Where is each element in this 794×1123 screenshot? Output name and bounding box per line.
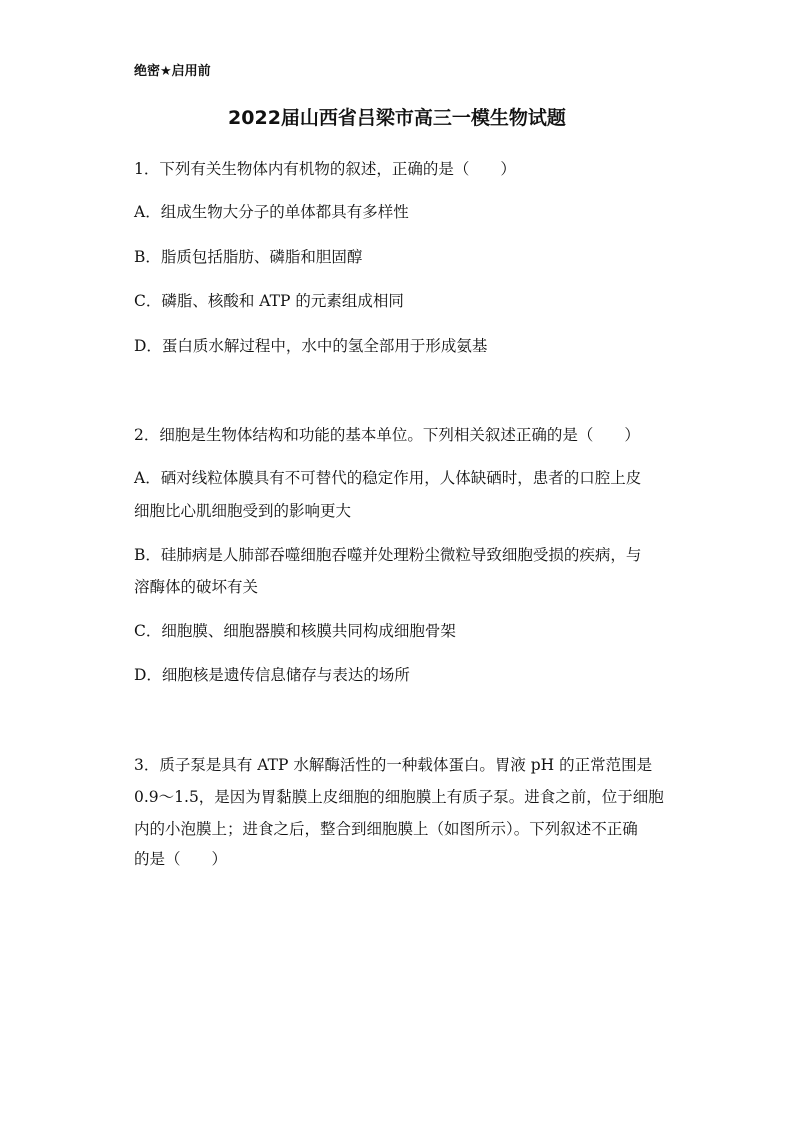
q3-stem-line4: 的是（ ）	[134, 850, 228, 868]
q1-stem: 1．下列有关生物体内有机物的叙述，正确的是（ ）	[134, 160, 516, 178]
q2-option-c: C．细胞膜、细胞器膜和核膜共同构成细胞骨架	[134, 622, 456, 640]
q2-stem: 2．细胞是生物体结构和功能的基本单位。下列相关叙述正确的是（ ）	[134, 426, 640, 444]
page-title: 2022届山西省吕梁市高三一模生物试题	[228, 107, 566, 129]
q2-option-b-line2: 溶酶体的破坏有关	[134, 578, 259, 596]
q2-option-d: D．细胞核是遗传信息储存与表达的场所	[134, 666, 410, 684]
q1-option-a: A．组成生物大分子的单体都具有多样性	[134, 203, 409, 221]
q3-stem-line1: 3．质子泵是具有 ATP 水解酶活性的一种载体蛋白。胃液 pH 的正常范围是	[134, 756, 653, 774]
q3-stem-line2: 0.9～1.5，是因为胃黏膜上皮细胞的细胞膜上有质子泵。进食之前，位于细胞	[134, 788, 664, 806]
q1-option-c: C．磷脂、核酸和 ATP 的元素组成相同	[134, 292, 404, 310]
q1-option-b: B．脂质包括脂肪、磷脂和胆固醇	[134, 248, 363, 266]
q2-option-b-line1: B．硅肺病是人肺部吞噬细胞吞噬并处理粉尘微粒导致细胞受损的疾病，与	[134, 546, 642, 564]
q2-option-a-line1: A．硒对线粒体膜具有不可替代的稳定作用，人体缺硒时，患者的口腔上皮	[134, 469, 642, 487]
q3-stem-line3: 内的小泡膜上；进食之后，整合到细胞膜上（如图所示）。下列叙述不正确	[134, 820, 638, 838]
secret-mark: 绝密★启用前	[134, 64, 211, 79]
q2-option-a-line2: 细胞比心肌细胞受到的影响更大	[134, 502, 352, 520]
q1-option-d: D．蛋白质水解过程中，水中的氢全部用于形成氨基	[134, 337, 488, 355]
